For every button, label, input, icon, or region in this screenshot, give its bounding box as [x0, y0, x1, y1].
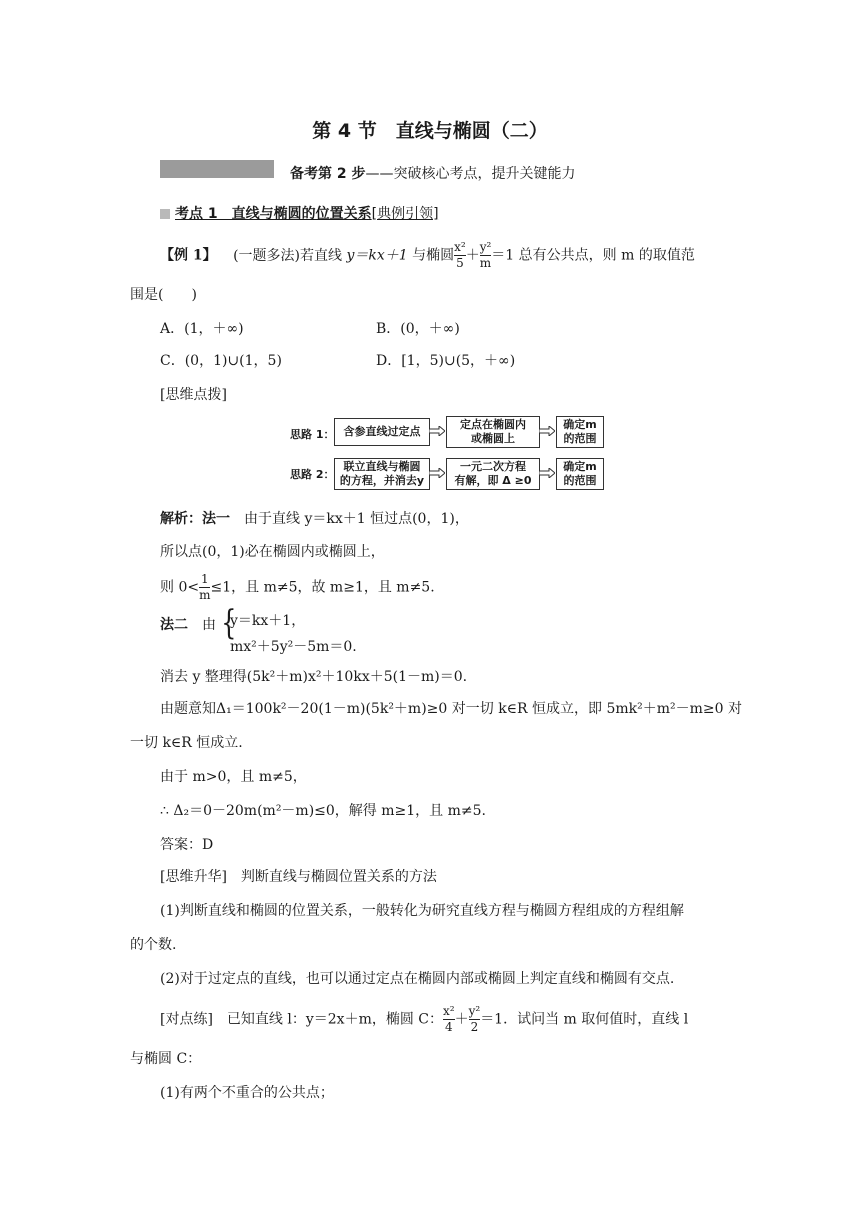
- example-text-pre: (一题多法)若直线: [233, 247, 347, 264]
- solution-text-1: 由于直线 y＝kx＋1 恒过点(0，1)，: [230, 511, 469, 527]
- fraction-x2-5: $\frac{\text{x²}}{5}$: [454, 240, 466, 270]
- route1-box-2: 定点在椭圆内 或椭圆上: [446, 416, 540, 448]
- method-2-label: 法二: [160, 617, 188, 633]
- solution-line-4: [160, 614, 216, 634]
- arrow-icon: [539, 426, 555, 436]
- route1-box-1: 含参直线过定点: [334, 418, 430, 446]
- solution-line-5: 消去 y 整理得(5k²＋m)x²＋10kx＋5(1－m)＝0.: [160, 669, 468, 685]
- arrow-icon: [429, 426, 445, 436]
- practice-text-post: ＝1．试问当 m 取何值时，直线 l: [480, 1011, 689, 1028]
- kaodian-tag: [典例引领]: [371, 206, 439, 222]
- solution-line-6: 由题意知Δ₁＝100k²－20(1－m)(5k²＋m)≥0 对一切 k∈R 恒成立，即 5mk²＋m²－m≥0 对: [160, 701, 743, 717]
- section-bar: [160, 160, 274, 178]
- practice-q1: (1)有两个不重合的公共点；: [160, 1085, 334, 1101]
- solution-text-3a: 则 0<: [160, 579, 200, 596]
- solution-line-9: ∴ Δ₂＝0－20m(m²－m)≤0，解得 m≥1，且 m≠5.: [160, 803, 486, 819]
- upgrade-label: [思维升华]: [160, 869, 227, 885]
- plus-sign: ＋: [454, 1011, 469, 1028]
- answer: 答案：D: [160, 837, 214, 853]
- system-eq-1: y＝kx＋1，: [230, 613, 306, 629]
- option-d: D．[1，5)∪(5，＋∞): [376, 353, 516, 369]
- system-eq-2: mx²＋5y²－5m＝0.: [230, 639, 357, 655]
- example-line-1: [160, 240, 695, 271]
- plus-sign: ＋: [465, 247, 480, 264]
- upgrade-p1b: 的个数.: [130, 937, 177, 953]
- upgrade-p2: (2)对于过定点的直线，也可以通过定点在椭圆内部或椭圆上判定直线和椭圆有交点.: [160, 971, 675, 987]
- solution-line-3: [160, 572, 435, 603]
- solution-line-1: [160, 508, 469, 528]
- route2-box-3: 确定m 的范围: [556, 458, 604, 490]
- brace-icon: {: [221, 603, 237, 643]
- solution-line-7: 一切 k∈R 恒成立.: [130, 735, 243, 751]
- fraction-y2-m: $\frac{\text{y²}}{m}$: [479, 240, 492, 270]
- route1-box-3: 确定m 的范围: [556, 416, 604, 448]
- step-label: 备考第 2 步: [290, 166, 366, 182]
- page-title: 第 4 节 直线与椭圆（二）: [312, 120, 548, 142]
- arrow-icon: [429, 468, 445, 478]
- fraction-y2-2: $\frac{\text{y²}}{2}$: [468, 1004, 481, 1034]
- practice-text-pre: 已知直线 l：y＝2x＋m，椭圆 C：: [212, 1011, 444, 1028]
- upgrade-heading: [160, 866, 437, 886]
- step-desc: ——突破核心考点，提升关键能力: [365, 166, 576, 182]
- practice-line-2: 与椭圆 C：: [130, 1051, 202, 1067]
- solution-line-2: 所以点(0，1)必在椭圆内或椭圆上，: [160, 544, 385, 560]
- practice-line-1: [160, 1004, 688, 1035]
- example-text-post: ＝1 总有公共点，则 m 的取值范: [491, 247, 695, 264]
- thinking-hint: [思维点拨]: [160, 387, 227, 403]
- example-line-2: 围是( ): [130, 287, 197, 303]
- solution-line-8: 由于 m>0，且 m≠5，: [160, 769, 307, 785]
- solution-text-4: 由: [188, 617, 216, 633]
- section-step: [290, 163, 576, 183]
- route2-box-1: 联立直线与椭圆 的方程，并消去y: [334, 458, 430, 490]
- route2-box-2: 一元二次方程 有解，即 Δ ≥0: [446, 458, 540, 490]
- example-text-mid: 与椭圆: [407, 247, 455, 264]
- method-1-label: 解析：法一: [160, 511, 230, 527]
- option-c: C．(0，1)∪(1，5): [160, 353, 282, 369]
- kaodian-title: 考点 1 直线与椭圆的位置关系: [175, 206, 372, 222]
- example-label: 【例 1】: [160, 247, 217, 264]
- kaodian-heading: [160, 203, 439, 223]
- option-b: B．(0，＋∞): [376, 321, 460, 337]
- practice-label: [对点练]: [160, 1011, 213, 1028]
- solution-text-3b: ≤1，且 m≠5，故 m≥1，且 m≠5.: [210, 579, 435, 596]
- upgrade-p1a: (1)判断直线和椭圆的位置关系，一般转化为研究直线方程与椭圆方程组成的方程组解: [160, 903, 684, 919]
- route-diagram: [288, 414, 608, 494]
- square-icon: [160, 209, 170, 219]
- upgrade-title: 判断直线与椭圆位置关系的方法: [226, 869, 437, 885]
- arrow-icon: [539, 468, 555, 478]
- option-a: A．(1，＋∞): [160, 321, 244, 337]
- route1-label: 思路 1：: [290, 428, 335, 441]
- route2-label: 思路 2：: [290, 468, 335, 481]
- fraction-x2-4: $\frac{\text{x²}}{4}$: [443, 1004, 455, 1034]
- fraction-1-m: $\frac{1}{m}$: [199, 572, 211, 602]
- example-line-eq: y＝kx＋1: [346, 247, 408, 264]
